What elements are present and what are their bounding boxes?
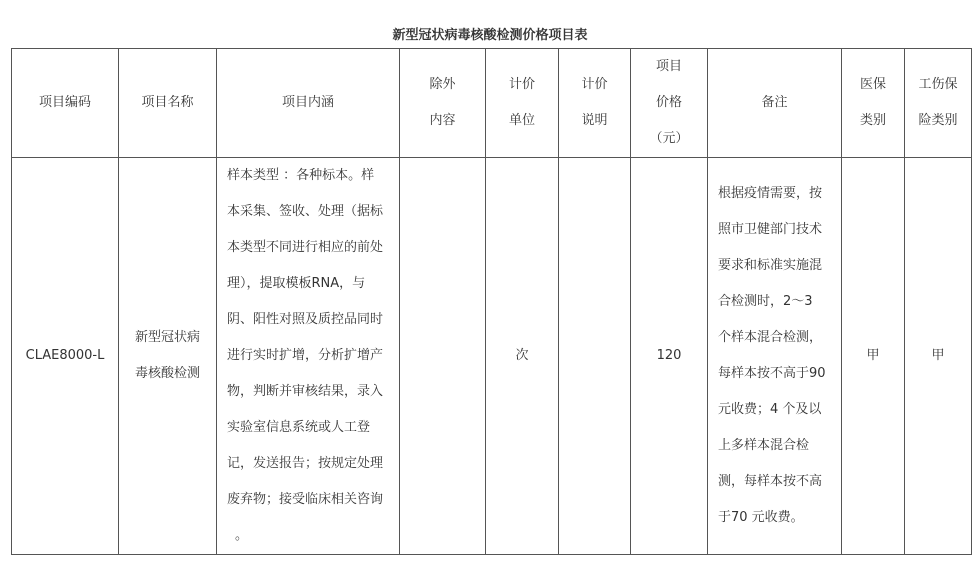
header-exclusions: 除外 内容 <box>400 49 486 158</box>
cell-price: 120 <box>631 158 708 555</box>
page-title: 新型冠状病毒核酸检测价格项目表 <box>392 28 588 43</box>
header-medical-insurance: 医保 类别 <box>842 49 905 158</box>
header-unit: 计价 单位 <box>486 49 559 158</box>
cell-code: CLAE8000-L <box>12 158 119 555</box>
cell-unit: 次 <box>486 158 559 555</box>
header-remarks: 备注 <box>708 49 842 158</box>
header-price: 项目 价格 （元） <box>631 49 708 158</box>
header-name: 项目名称 <box>119 49 217 158</box>
header-content: 项目内涵 <box>217 49 400 158</box>
table-header-row <box>12 49 972 158</box>
header-pricing-note: 计价 说明 <box>559 49 631 158</box>
header-injury-insurance: 工伤保 险类别 <box>905 49 972 158</box>
price-table <box>11 48 972 555</box>
cell-injury-insurance: 甲 <box>905 158 972 555</box>
cell-pricing-note <box>559 158 631 555</box>
cell-content: 样本类型 ：各种标本。样 本采集、签收、处理（据标 本类型不同进行相应的前处 理），提取模板RNA，与 阴、阳性对照及质控品同时 进行实时扩增，分析扩增产 物，判断并审核结果，录入 实验室信息系统或人工登 记，发送报告；按规定处理 废弃物；接受临床相关咨询 。 <box>217 158 400 555</box>
cell-remarks: 根据疫情需要，按 照市卫健部门技术 要求和标准实施混 合检测时，2～3 个样本混合检测， 每样本按不高于90 元收费；4 个及以 上多样本混合检 测，每样本按不高 于70 元收费。 <box>708 158 842 555</box>
cell-exclusions <box>400 158 486 555</box>
cell-medical-insurance: 甲 <box>842 158 905 555</box>
cell-name: 新型冠状病 毒核酸检测 <box>119 158 217 555</box>
table-row <box>12 158 972 555</box>
header-code: 项目编码 <box>12 49 119 158</box>
